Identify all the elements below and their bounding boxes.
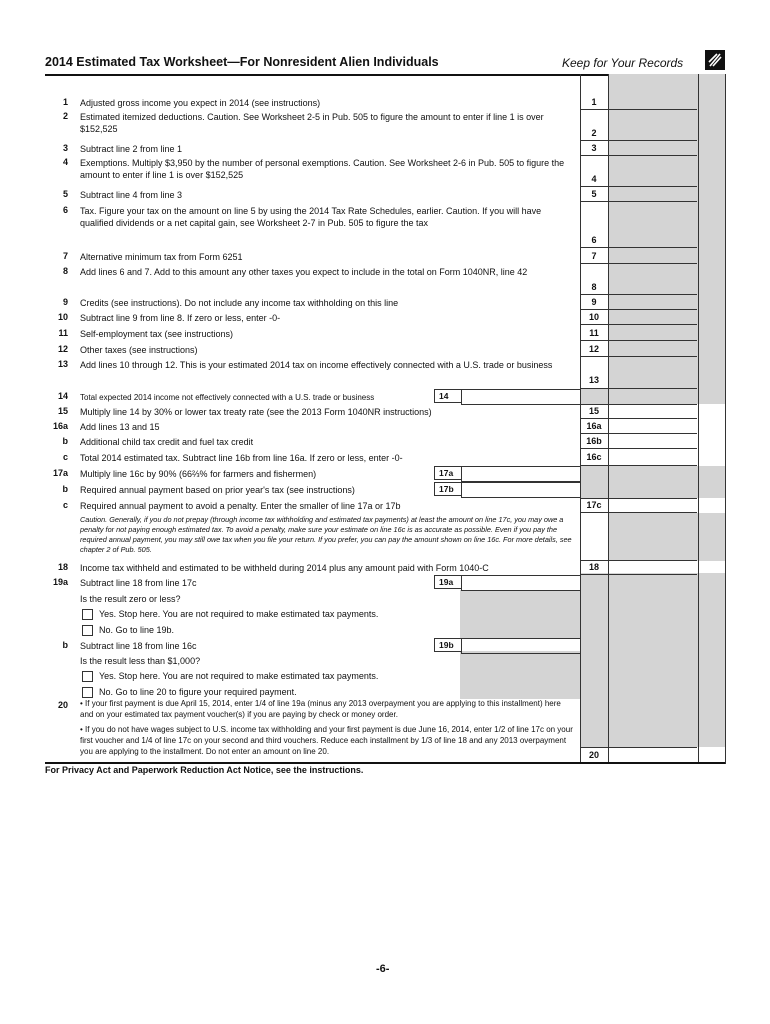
line-text: Subtract line 2 from line 1 (80, 144, 183, 154)
line-number: 13 (57, 359, 68, 369)
row-divider (580, 512, 697, 513)
inner-box-label: 17b (434, 482, 462, 496)
line-number: 14 (57, 391, 68, 401)
line-box-label: 4 (591, 174, 597, 184)
line-box-label: 13 (588, 375, 599, 385)
row-divider (580, 433, 697, 434)
line-20-text-2: • If you do not have wages subject to U.S. income tax withholding and your first payment is due June 16, 2014, enter 1/2 of line 17c on your first voucher and 1/4 of line 17c on your second and third vouchers. Reduce each installment by 1/3 of line 18 and any 2013 overpayment you are applying to the installment. Do not enter an amount on line 20. (80, 725, 573, 756)
line-number: 9 (62, 297, 68, 307)
row-divider (580, 574, 697, 575)
line-box-label: 5 (591, 189, 597, 199)
row-divider (580, 294, 697, 295)
yes-checkbox-19b[interactable] (82, 671, 93, 682)
line-text: Subtract line 18 from line 17c (80, 578, 197, 588)
row-divider (580, 560, 697, 561)
yes-checkbox-19a[interactable] (82, 609, 93, 620)
row-divider (580, 356, 697, 357)
row-divider (580, 340, 697, 341)
line-text: Subtract line 4 from line 3 (80, 190, 183, 200)
line-text: Add lines 13 and 15 (80, 422, 160, 432)
line-14-input[interactable] (461, 389, 581, 405)
line-number: 10 (57, 312, 68, 322)
line-number: 16a (52, 421, 68, 431)
line-text: Tax. Figure your tax on the amount on line 5 by using the 2014 Tax Rate Schedules, earlier. Caution. If you will have qualified dividends or a net capital gain, see Worksheet 2-7 in Pub. 505 to figure the tax (80, 206, 542, 228)
option-no-19a[interactable] (82, 624, 577, 636)
row-divider (580, 465, 697, 466)
line-box-label: 18 (588, 562, 599, 572)
line-text: Total expected 2014 income not effectively connected with a U.S. trade or business (80, 393, 375, 402)
row-divider (580, 109, 697, 110)
line-number: 8 (62, 266, 68, 276)
row-divider (580, 498, 697, 499)
line-box-label: 17c (586, 500, 602, 510)
line-17a-input[interactable] (461, 466, 581, 482)
option-label: Yes. Stop here. You are not required to make estimated tax payments. (99, 671, 379, 681)
line-text: Add lines 10 through 12. This is your estimated 2014 tax on income effectively connected with a U.S. trade or business (80, 360, 553, 370)
line-number: 19a (52, 577, 68, 587)
line-text: Total 2014 estimated tax. Subtract line 16b from line 16a. If zero or less, enter -0- (80, 453, 403, 463)
line-box-label: 2 (591, 128, 597, 138)
line-number: 6 (62, 205, 68, 215)
option-label: No. Go to line 20 to figure your required payment. (99, 687, 297, 697)
line-number: 18 (57, 562, 68, 572)
line-number: 17a (52, 468, 68, 478)
line-number: 1 (62, 97, 68, 107)
line-text: Additional child tax credit and fuel tax credit (80, 437, 254, 447)
line-number: c (62, 500, 68, 510)
keep-records-label: Keep for Your Records (562, 56, 684, 70)
line-number: 15 (57, 406, 68, 416)
option-yes-19a[interactable] (82, 608, 577, 620)
option-no-19b[interactable] (82, 686, 577, 698)
line-text: Required annual payment to avoid a penalty. Enter the smaller of line 17a or 17b (80, 501, 401, 511)
line-box-label: 7 (591, 251, 597, 261)
line-box-label: 11 (589, 328, 599, 338)
line-text: Subtract line 9 from line 8. If zero or less, enter -0- (80, 313, 281, 323)
line-19b-input[interactable] (461, 638, 581, 654)
row-divider (580, 324, 697, 325)
line-text: Income tax withheld and estimated to be withheld during 2014 plus any amount paid with Form 1040-C (80, 563, 489, 573)
inner-box-label: 19a (434, 575, 462, 589)
line-number: 20 (57, 700, 68, 710)
line-box-label: 16b (586, 436, 602, 446)
line-number: 2 (62, 111, 68, 121)
question-19b: Is the result less than $1,000? (80, 656, 201, 666)
row-divider (580, 747, 697, 748)
records-icon (705, 50, 725, 70)
question-19a: Is the result zero or less? (80, 594, 181, 604)
inner-box-label: 19b (434, 638, 462, 652)
line-number: c (62, 452, 68, 462)
row-divider (580, 309, 697, 310)
line-number: 11 (58, 328, 68, 338)
line-text: Multiply line 16c by 90% (66⅔% for farmers and fishermen) (80, 469, 317, 479)
row-divider (580, 448, 697, 449)
line-text: Alternative minimum tax from Form 6251 (80, 252, 243, 262)
caution-17: Caution. Generally, if you do not prepay (through income tax withholding and estimated tax payments) at least the amount on line 17c, you may owe a penalty for not paying enough estimated tax. To avoid a penalty, make sure your estimate on line 16c is as accurate as possible. Even if you pay the required annual payment, you may still owe tax when you file your return. If you prefer, you can pay the amount shown on line 16c. For more details, see chapter 2 of Pub. 505. (80, 515, 572, 554)
privacy-notice: For Privacy Act and Paperwork Reduction Act Notice, see the instructions. (45, 765, 364, 775)
line-number: b (62, 640, 68, 650)
line-number: 7 (62, 251, 68, 261)
line-box-label: 15 (588, 406, 599, 416)
line-number: 12 (57, 344, 68, 354)
no-checkbox-19b[interactable] (82, 687, 93, 698)
line-box-label: 10 (588, 312, 599, 322)
line-number: b (62, 484, 68, 494)
line-number: 4 (62, 157, 68, 167)
line-text: Other taxes (see instructions) (80, 345, 198, 355)
inner-box-label: 17a (434, 466, 462, 480)
line-box-label: 12 (588, 344, 599, 354)
option-yes-19b[interactable] (82, 670, 577, 682)
line-text: Exemptions. Multiply $3,950 by the number of personal exemptions. Caution. See Worksheet 2-6 in Pub. 505 to figure the amount to enter if line 1 is over $152,525 (80, 158, 565, 180)
line-number: 3 (62, 143, 68, 153)
line-17b-input[interactable] (461, 482, 581, 498)
line-text: Adjusted gross income you expect in 2014 (see instructions) (80, 98, 321, 108)
row-divider (580, 418, 697, 419)
row-divider (580, 263, 697, 264)
row-divider (580, 140, 697, 141)
row-divider (580, 186, 697, 187)
line-box-label: 16c (586, 452, 602, 462)
row-divider (580, 201, 697, 202)
line-text: Self-employment tax (see instructions) (80, 329, 234, 339)
line-text: Credits (see instructions). Do not include any income tax withholding on this line (80, 298, 399, 308)
line-box-label: 20 (588, 750, 599, 760)
line-text: Estimated itemized deductions. Caution. See Worksheet 2-5 in Pub. 505 to figure the amount to enter if line 1 is over $152,525 (80, 112, 544, 134)
line-20-text-1: • If your first payment is due April 15, 2014, enter 1/4 of line 19a (minus any 2013 overpayment you are applying to this installment) here and on your estimated tax payment voucher(s) if you are paying by check or money order. (80, 699, 561, 719)
line-19a-input[interactable] (461, 575, 581, 591)
line-text: Multiply line 14 by 30% or lower tax treaty rate (see the 2013 Form 1040NR instructions) (80, 407, 432, 417)
line-box-label: 1 (591, 97, 597, 107)
line-box-label: 6 (591, 235, 597, 245)
line-box-label: 8 (591, 282, 597, 292)
page-title: 2014 Estimated Tax Worksheet—For Nonresident Alien Individuals (45, 55, 439, 69)
row-divider (580, 404, 697, 405)
row-divider (580, 388, 697, 389)
amount-column-divider (608, 74, 609, 764)
line-text: Required annual payment based on prior year's tax (see instructions) (80, 485, 355, 495)
right-column-divider (725, 74, 726, 764)
bottom-rule (45, 762, 725, 764)
line-text: Subtract line 18 from line 16c (80, 641, 197, 651)
line-number: 5 (62, 189, 68, 199)
line-box-label: 9 (591, 297, 597, 307)
option-label: Yes. Stop here. You are not required to make estimated tax payments. (99, 609, 379, 619)
inner-box-label: 14 (434, 389, 462, 403)
line-number: b (62, 436, 68, 446)
line-text: Add lines 6 and 7. Add to this amount any other taxes you expect to include in the total on Form 1040NR, line 42 (80, 267, 528, 277)
no-checkbox-19a[interactable] (82, 625, 93, 636)
page-number: -6- (376, 963, 390, 975)
line-box-label: 3 (591, 143, 597, 153)
row-divider (580, 247, 697, 248)
line-box-label: 16a (586, 421, 602, 431)
row-divider (580, 155, 697, 156)
option-label: No. Go to line 19b. (99, 625, 175, 635)
